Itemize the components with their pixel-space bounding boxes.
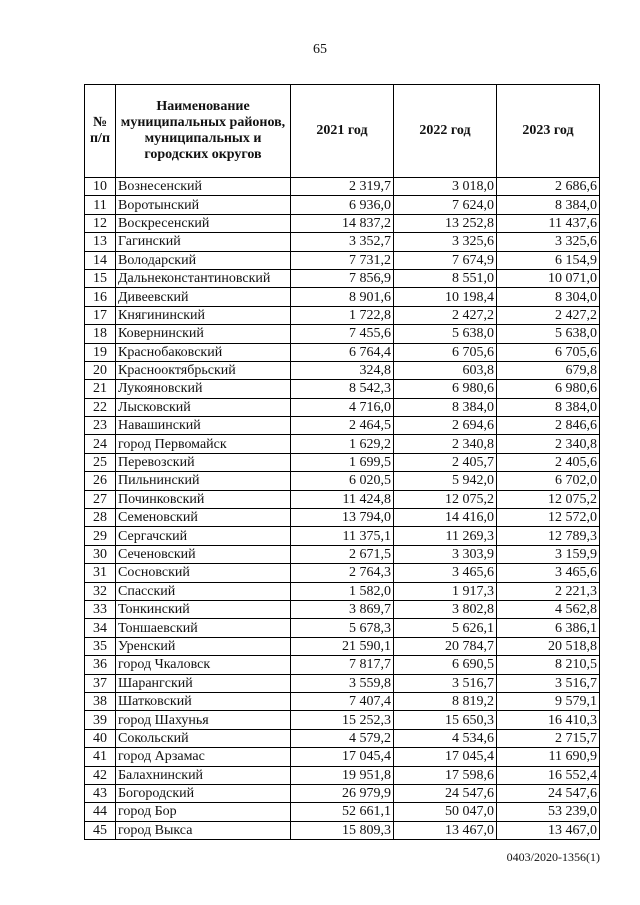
value-2023: 6 386,1 xyxy=(497,619,600,637)
value-2021: 7 407,4 xyxy=(291,692,394,710)
district-name: город Чкаловск xyxy=(116,656,291,674)
value-2023: 3 325,6 xyxy=(497,233,600,251)
value-2022: 2 427,2 xyxy=(394,306,497,324)
value-2023: 12 075,2 xyxy=(497,490,600,508)
value-2021: 1 699,5 xyxy=(291,453,394,471)
district-name: Лысковский xyxy=(116,398,291,416)
value-2023: 2 686,6 xyxy=(497,178,600,196)
row-number: 33 xyxy=(85,600,116,618)
value-2023: 13 467,0 xyxy=(497,821,600,839)
row-number: 20 xyxy=(85,361,116,379)
value-2023: 3 465,6 xyxy=(497,564,600,582)
value-2021: 6 936,0 xyxy=(291,196,394,214)
value-2021: 7 856,9 xyxy=(291,269,394,287)
value-2022: 20 784,7 xyxy=(394,637,497,655)
value-2023: 8 384,0 xyxy=(497,398,600,416)
value-2023: 10 071,0 xyxy=(497,269,600,287)
table-row xyxy=(85,619,600,637)
table-row xyxy=(85,398,600,416)
value-2021: 1 629,2 xyxy=(291,435,394,453)
document-code: 0403/2020-1356(1) xyxy=(506,850,600,864)
district-name: Тонкинский xyxy=(116,600,291,618)
table-row xyxy=(85,380,600,398)
value-2023: 2 405,6 xyxy=(497,453,600,471)
value-2023: 11 690,9 xyxy=(497,748,600,766)
value-2022: 5 942,0 xyxy=(394,472,497,490)
value-2023: 2 340,8 xyxy=(497,435,600,453)
value-2021: 6 020,5 xyxy=(291,472,394,490)
header-num: № п/п xyxy=(85,85,116,178)
value-2021: 3 869,7 xyxy=(291,600,394,618)
value-2022: 14 416,0 xyxy=(394,509,497,527)
table-row xyxy=(85,821,600,839)
value-2021: 2 764,3 xyxy=(291,564,394,582)
row-number: 23 xyxy=(85,417,116,435)
value-2022: 24 547,6 xyxy=(394,784,497,802)
district-name: Навашинский xyxy=(116,417,291,435)
value-2022: 7 624,0 xyxy=(394,196,497,214)
value-2022: 6 705,6 xyxy=(394,343,497,361)
value-2023: 2 715,7 xyxy=(497,729,600,747)
value-2022: 2 405,7 xyxy=(394,453,497,471)
table-header-row xyxy=(85,85,600,178)
table-row xyxy=(85,692,600,710)
district-name: Вознесенский xyxy=(116,178,291,196)
row-number: 38 xyxy=(85,692,116,710)
district-name: Сокольский xyxy=(116,729,291,747)
table-row xyxy=(85,674,600,692)
row-number: 45 xyxy=(85,821,116,839)
value-2021: 26 979,9 xyxy=(291,784,394,802)
budget-table xyxy=(84,84,600,840)
table-row xyxy=(85,269,600,287)
row-number: 32 xyxy=(85,582,116,600)
row-number: 12 xyxy=(85,214,116,232)
district-name: Володарский xyxy=(116,251,291,269)
district-name: Сергачский xyxy=(116,527,291,545)
district-name: город Шахунья xyxy=(116,711,291,729)
row-number: 29 xyxy=(85,527,116,545)
table-row xyxy=(85,600,600,618)
row-number: 36 xyxy=(85,656,116,674)
value-2023: 3 159,9 xyxy=(497,545,600,563)
value-2021: 6 764,4 xyxy=(291,343,394,361)
value-2021: 1 582,0 xyxy=(291,582,394,600)
district-name: Сеченовский xyxy=(116,545,291,563)
value-2021: 7 817,7 xyxy=(291,656,394,674)
value-2023: 6 702,0 xyxy=(497,472,600,490)
district-name: Краснооктябрьский xyxy=(116,361,291,379)
district-name: город Арзамас xyxy=(116,748,291,766)
district-name: Лукояновский xyxy=(116,380,291,398)
value-2021: 324,8 xyxy=(291,361,394,379)
value-2022: 3 516,7 xyxy=(394,674,497,692)
value-2021: 8 542,3 xyxy=(291,380,394,398)
table-row xyxy=(85,233,600,251)
value-2022: 3 325,6 xyxy=(394,233,497,251)
table-body xyxy=(85,178,600,840)
row-number: 24 xyxy=(85,435,116,453)
row-number: 34 xyxy=(85,619,116,637)
row-number: 30 xyxy=(85,545,116,563)
value-2022: 4 534,6 xyxy=(394,729,497,747)
value-2022: 603,8 xyxy=(394,361,497,379)
table-row xyxy=(85,784,600,802)
row-number: 22 xyxy=(85,398,116,416)
table-row xyxy=(85,527,600,545)
district-name: Гагинский xyxy=(116,233,291,251)
value-2021: 21 590,1 xyxy=(291,637,394,655)
district-name: Тоншаевский xyxy=(116,619,291,637)
value-2022: 17 045,4 xyxy=(394,748,497,766)
value-2022: 8 819,2 xyxy=(394,692,497,710)
table-row xyxy=(85,711,600,729)
value-2022: 2 694,6 xyxy=(394,417,497,435)
value-2022: 1 917,3 xyxy=(394,582,497,600)
value-2023: 6 154,9 xyxy=(497,251,600,269)
district-name: Перевозский xyxy=(116,453,291,471)
value-2021: 11 375,1 xyxy=(291,527,394,545)
district-name: Уренский xyxy=(116,637,291,655)
value-2022: 8 384,0 xyxy=(394,398,497,416)
value-2022: 2 340,8 xyxy=(394,435,497,453)
district-name: Дальнеконстантиновский xyxy=(116,269,291,287)
value-2023: 8 304,0 xyxy=(497,288,600,306)
row-number: 10 xyxy=(85,178,116,196)
table-row xyxy=(85,306,600,324)
value-2023: 16 552,4 xyxy=(497,766,600,784)
row-number: 15 xyxy=(85,269,116,287)
district-name: Дивеевский xyxy=(116,288,291,306)
value-2022: 3 802,8 xyxy=(394,600,497,618)
value-2023: 3 516,7 xyxy=(497,674,600,692)
value-2022: 15 650,3 xyxy=(394,711,497,729)
table-row xyxy=(85,251,600,269)
value-2021: 3 352,7 xyxy=(291,233,394,251)
table-row xyxy=(85,325,600,343)
district-name: город Первомайск xyxy=(116,435,291,453)
value-2021: 4 716,0 xyxy=(291,398,394,416)
value-2022: 5 626,1 xyxy=(394,619,497,637)
table-row xyxy=(85,435,600,453)
value-2021: 15 252,3 xyxy=(291,711,394,729)
value-2022: 8 551,0 xyxy=(394,269,497,287)
value-2022: 11 269,3 xyxy=(394,527,497,545)
value-2022: 3 465,6 xyxy=(394,564,497,582)
value-2023: 53 239,0 xyxy=(497,803,600,821)
value-2021: 1 722,8 xyxy=(291,306,394,324)
district-name: Богородский xyxy=(116,784,291,802)
value-2023: 20 518,8 xyxy=(497,637,600,655)
value-2021: 17 045,4 xyxy=(291,748,394,766)
value-2021: 15 809,3 xyxy=(291,821,394,839)
district-name: город Выкса xyxy=(116,821,291,839)
row-number: 43 xyxy=(85,784,116,802)
value-2023: 24 547,6 xyxy=(497,784,600,802)
row-number: 42 xyxy=(85,766,116,784)
value-2021: 2 319,7 xyxy=(291,178,394,196)
value-2023: 12 789,3 xyxy=(497,527,600,545)
value-2021: 13 794,0 xyxy=(291,509,394,527)
value-2023: 6 705,6 xyxy=(497,343,600,361)
value-2023: 2 221,3 xyxy=(497,582,600,600)
row-number: 28 xyxy=(85,509,116,527)
district-name: Балахнинский xyxy=(116,766,291,784)
table-row xyxy=(85,637,600,655)
value-2023: 2 427,2 xyxy=(497,306,600,324)
table-row xyxy=(85,343,600,361)
value-2023: 9 579,1 xyxy=(497,692,600,710)
district-name: Семеновский xyxy=(116,509,291,527)
table-row xyxy=(85,417,600,435)
value-2021: 14 837,2 xyxy=(291,214,394,232)
table-row xyxy=(85,582,600,600)
value-2022: 50 047,0 xyxy=(394,803,497,821)
row-number: 13 xyxy=(85,233,116,251)
value-2022: 6 980,6 xyxy=(394,380,497,398)
value-2023: 4 562,8 xyxy=(497,600,600,618)
table-row xyxy=(85,729,600,747)
row-number: 41 xyxy=(85,748,116,766)
row-number: 44 xyxy=(85,803,116,821)
value-2023: 12 572,0 xyxy=(497,509,600,527)
district-name: Воскресенский xyxy=(116,214,291,232)
value-2022: 17 598,6 xyxy=(394,766,497,784)
table-row xyxy=(85,361,600,379)
table-row xyxy=(85,490,600,508)
value-2022: 3 018,0 xyxy=(394,178,497,196)
header-2022: 2022 год xyxy=(394,85,497,178)
value-2022: 7 674,9 xyxy=(394,251,497,269)
district-name: город Бор xyxy=(116,803,291,821)
district-name: Шатковский xyxy=(116,692,291,710)
district-name: Шарангский xyxy=(116,674,291,692)
value-2021: 19 951,8 xyxy=(291,766,394,784)
row-number: 26 xyxy=(85,472,116,490)
row-number: 21 xyxy=(85,380,116,398)
table-row xyxy=(85,545,600,563)
value-2023: 5 638,0 xyxy=(497,325,600,343)
value-2023: 6 980,6 xyxy=(497,380,600,398)
value-2022: 10 198,4 xyxy=(394,288,497,306)
value-2023: 11 437,6 xyxy=(497,214,600,232)
value-2021: 5 678,3 xyxy=(291,619,394,637)
value-2021: 7 731,2 xyxy=(291,251,394,269)
district-name: Пильнинский xyxy=(116,472,291,490)
value-2022: 13 252,8 xyxy=(394,214,497,232)
header-2021: 2021 год xyxy=(291,85,394,178)
table-row xyxy=(85,472,600,490)
row-number: 19 xyxy=(85,343,116,361)
table-row xyxy=(85,509,600,527)
value-2021: 11 424,8 xyxy=(291,490,394,508)
value-2021: 2 671,5 xyxy=(291,545,394,563)
value-2023: 8 384,0 xyxy=(497,196,600,214)
value-2022: 5 638,0 xyxy=(394,325,497,343)
table-row xyxy=(85,178,600,196)
district-name: Спасский xyxy=(116,582,291,600)
district-name: Сосновский xyxy=(116,564,291,582)
row-number: 35 xyxy=(85,637,116,655)
value-2023: 679,8 xyxy=(497,361,600,379)
value-2022: 13 467,0 xyxy=(394,821,497,839)
value-2022: 3 303,9 xyxy=(394,545,497,563)
table-row xyxy=(85,748,600,766)
district-name: Воротынский xyxy=(116,196,291,214)
row-number: 25 xyxy=(85,453,116,471)
value-2021: 7 455,6 xyxy=(291,325,394,343)
value-2023: 16 410,3 xyxy=(497,711,600,729)
row-number: 27 xyxy=(85,490,116,508)
value-2021: 2 464,5 xyxy=(291,417,394,435)
table-row xyxy=(85,766,600,784)
value-2022: 6 690,5 xyxy=(394,656,497,674)
header-2023: 2023 год xyxy=(497,85,600,178)
row-number: 37 xyxy=(85,674,116,692)
value-2021: 3 559,8 xyxy=(291,674,394,692)
district-name: Краснобаковский xyxy=(116,343,291,361)
row-number: 40 xyxy=(85,729,116,747)
table-row xyxy=(85,803,600,821)
row-number: 16 xyxy=(85,288,116,306)
table-row xyxy=(85,288,600,306)
row-number: 14 xyxy=(85,251,116,269)
value-2022: 12 075,2 xyxy=(394,490,497,508)
district-name: Починковский xyxy=(116,490,291,508)
value-2021: 52 661,1 xyxy=(291,803,394,821)
value-2021: 8 901,6 xyxy=(291,288,394,306)
row-number: 17 xyxy=(85,306,116,324)
value-2023: 8 210,5 xyxy=(497,656,600,674)
table-row xyxy=(85,656,600,674)
row-number: 11 xyxy=(85,196,116,214)
header-name: Наименование муниципальных районов, муниципальных и городских округов xyxy=(116,85,291,178)
table-row xyxy=(85,564,600,582)
row-number: 18 xyxy=(85,325,116,343)
value-2021: 4 579,2 xyxy=(291,729,394,747)
row-number: 31 xyxy=(85,564,116,582)
table-row xyxy=(85,453,600,471)
row-number: 39 xyxy=(85,711,116,729)
district-name: Княгининский xyxy=(116,306,291,324)
page-number: 65 xyxy=(313,42,327,57)
table-row xyxy=(85,214,600,232)
table-row xyxy=(85,196,600,214)
value-2023: 2 846,6 xyxy=(497,417,600,435)
district-name: Ковернинский xyxy=(116,325,291,343)
